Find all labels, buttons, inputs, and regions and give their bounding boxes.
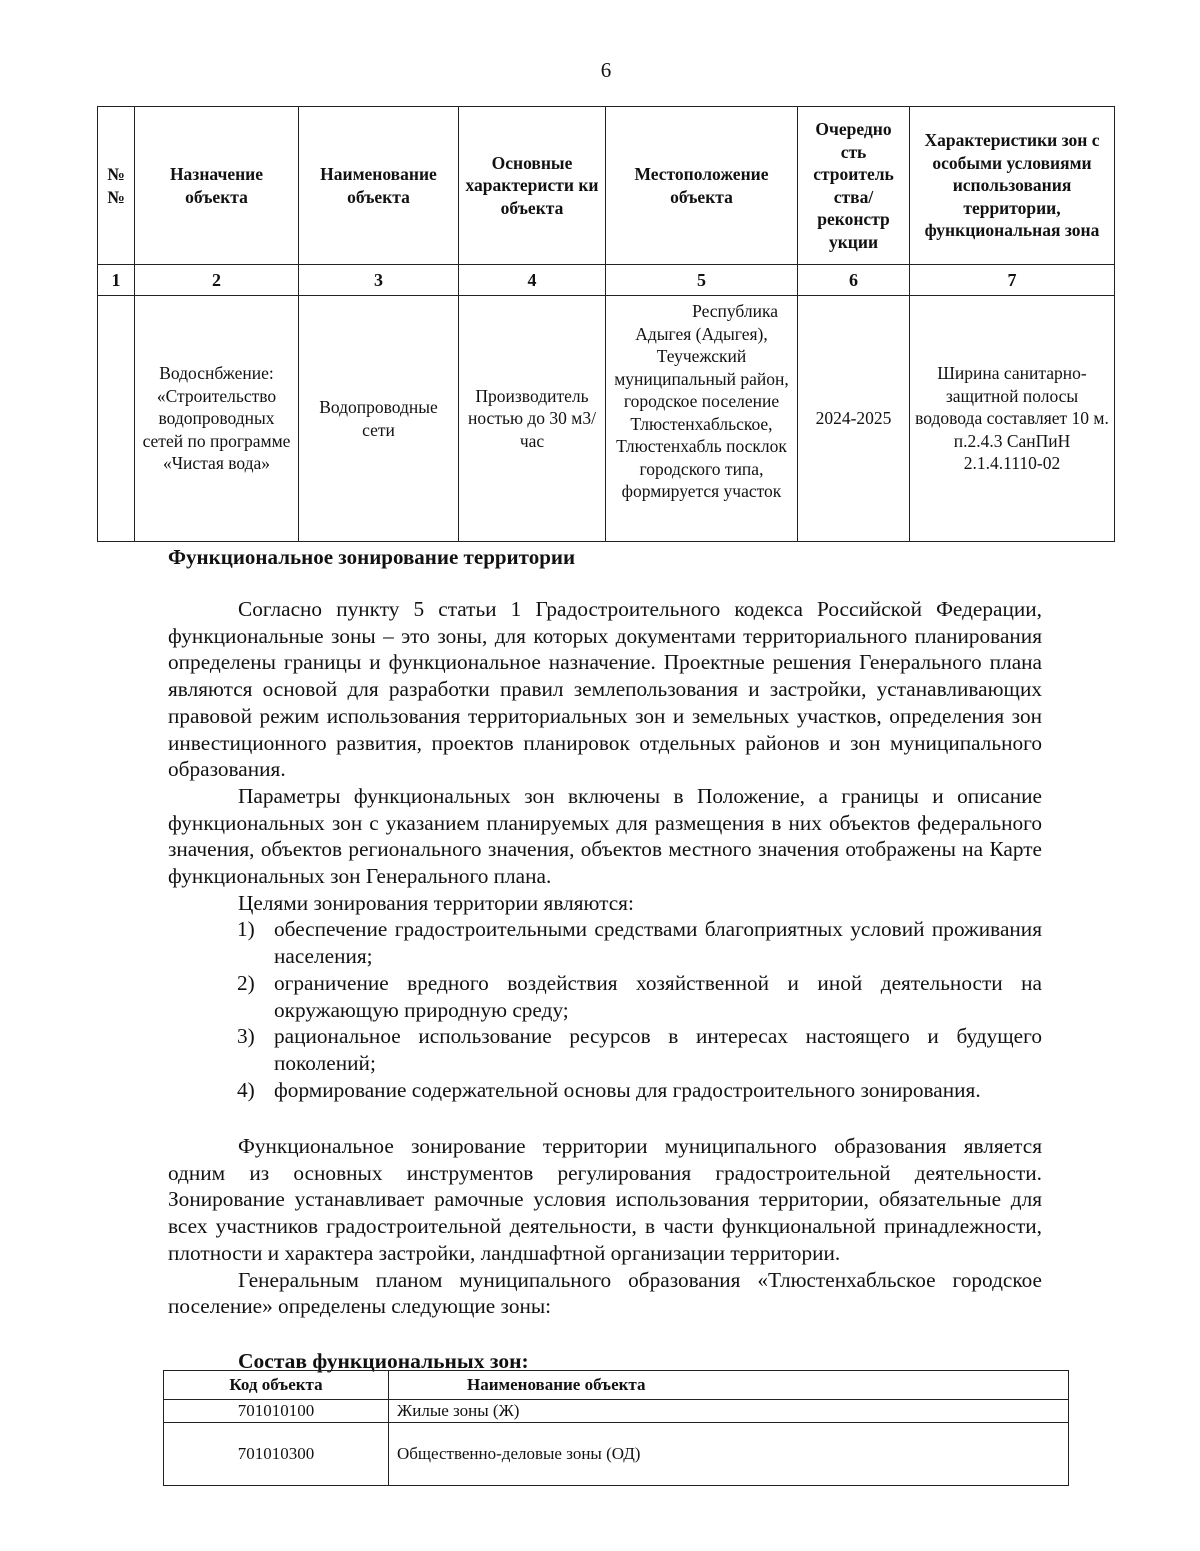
- row-name: Водопроводные сети: [299, 296, 459, 542]
- list-item-text: рациональное использование ресурсов в интересах настоящего и будущего поколений;: [274, 1024, 1042, 1075]
- list-item: [168, 916, 1042, 969]
- table-header-row: [98, 107, 1115, 265]
- header-purpose: Назначение объекта: [135, 107, 299, 265]
- table-row: [98, 296, 1115, 542]
- list-item: [168, 1077, 1042, 1104]
- zone-name: Общественно-деловые зоны (ОД): [389, 1423, 1069, 1486]
- column-number: 2: [135, 265, 299, 296]
- column-number: 1: [98, 265, 135, 296]
- planned-objects-table: [97, 106, 1115, 542]
- list-item-number: 1): [237, 917, 255, 942]
- table-row: [164, 1400, 1069, 1423]
- row-zones: Ширина санитарно-защитной полосы водовода составляет 10 м. п.2.4.3 СанПиН 2.1.4.1110-02: [910, 296, 1115, 542]
- row-location: [606, 296, 798, 542]
- column-number: 4: [459, 265, 606, 296]
- goals-list: [168, 916, 1042, 1103]
- list-item-number: 4): [237, 1077, 255, 1102]
- list-item-number: 3): [237, 1024, 255, 1049]
- row-purpose: Водоснбжение: «Строительство водопроводных сетей по программе «Чистая вода»: [135, 296, 299, 542]
- header-characteristics: Основные характеристи ки объекта: [459, 107, 606, 265]
- header-name: Наименование объекта: [299, 107, 459, 265]
- paragraph-5: Генеральным планом муниципального образования «Тлюстенхабльское городское поселение» определены следующие зоны:: [168, 1267, 1042, 1319]
- header-location: Местоположение объекта: [606, 107, 798, 265]
- paragraph-1: Согласно пункту 5 статьи 1 Градостроительного кодекса Российской Федерации, функциональные зоны – это зоны, для которых документами территориального планирования определены границы и функциональное назначение. Проектные решения Генерального плана являются основой для разработки правил землепользования и застройки, устанавливающих правовой режим использования территориальных зон и земельных участков, определения зон инвестиционного развития, проектов планировок отдельных районов и зон муниципального образования.: [168, 597, 1042, 782]
- list-item: [168, 970, 1042, 1023]
- list-item-text: формирование содержательной основы для градостроительного зонирования.: [274, 1077, 981, 1102]
- zones-header-code: Код объекта: [164, 1371, 389, 1400]
- column-number-row: [98, 265, 1115, 296]
- zones-table-title: Состав функциональных зон:: [238, 1349, 529, 1373]
- column-number: 6: [798, 265, 910, 296]
- section-heading: Функциональное зонирование территории: [168, 545, 576, 569]
- row-location-first-line: Республика: [692, 301, 778, 321]
- paragraph-3: Целями зонирования территории являются:: [238, 890, 634, 915]
- list-item-text: ограничение вредного воздействия хозяйственной и иной деятельности на окружающую природную среду;: [274, 970, 1042, 1022]
- body-text-lower: [168, 1133, 1042, 1320]
- zone-code: 701010300: [164, 1423, 389, 1486]
- zones-header-row: [164, 1371, 1069, 1400]
- row-location-text: Адыгея (Адыгея), Теучежский муниципальный район, городское поселение Тлюстенхабльское, Тлюстенхабль посклок городского типа, формируется участок: [614, 323, 789, 501]
- row-stage: 2024-2025: [798, 296, 910, 542]
- list-item-number: 2): [237, 970, 255, 995]
- column-number: 7: [910, 265, 1115, 296]
- column-number: 3: [299, 265, 459, 296]
- paragraph-2: Параметры функциональных зон включены в Положение, а границы и описание функциональных зон с указанием планируемых для размещения в них объектов федерального значения, объектов регионального значения, объектов местного значения отображены на Карте функциональных зон Генерального плана.: [168, 783, 1042, 889]
- header-stage: Очередно сть строитель ства/ реконстр укции: [798, 107, 910, 265]
- row-characteristics: Производитель ностью до 30 м3/час: [459, 296, 606, 542]
- zones-header-name: Наименование объекта: [389, 1371, 1069, 1400]
- list-item: [168, 1023, 1042, 1076]
- zone-code: 701010100: [164, 1400, 389, 1423]
- body-text-upper: [168, 596, 1042, 1103]
- column-number: 5: [606, 265, 798, 296]
- zones-table: [163, 1370, 1069, 1486]
- header-zones: Характеристики зон с особыми условиями использования территории, функциональная зона: [910, 107, 1115, 265]
- row-num: [98, 296, 135, 542]
- zone-name: Жилые зоны (Ж): [389, 1400, 1069, 1423]
- list-item-text: обеспечение градостроительными средствами благоприятных условий проживания населения;: [274, 917, 1042, 969]
- header-num: № №: [98, 107, 135, 265]
- table-row: [164, 1423, 1069, 1486]
- page-number: 6: [600, 58, 612, 82]
- paragraph-4: Функциональное зонирование территории муниципального образования является одним из основных инструментов регулирования градостроительной деятельности. Зонирование устанавливает рамочные условия использования территории, обязательные для всех участников градостроительной деятельности, в части функциональной принадлежности, плотности и характера застройки, ландшафтной организации территории.: [168, 1134, 1042, 1265]
